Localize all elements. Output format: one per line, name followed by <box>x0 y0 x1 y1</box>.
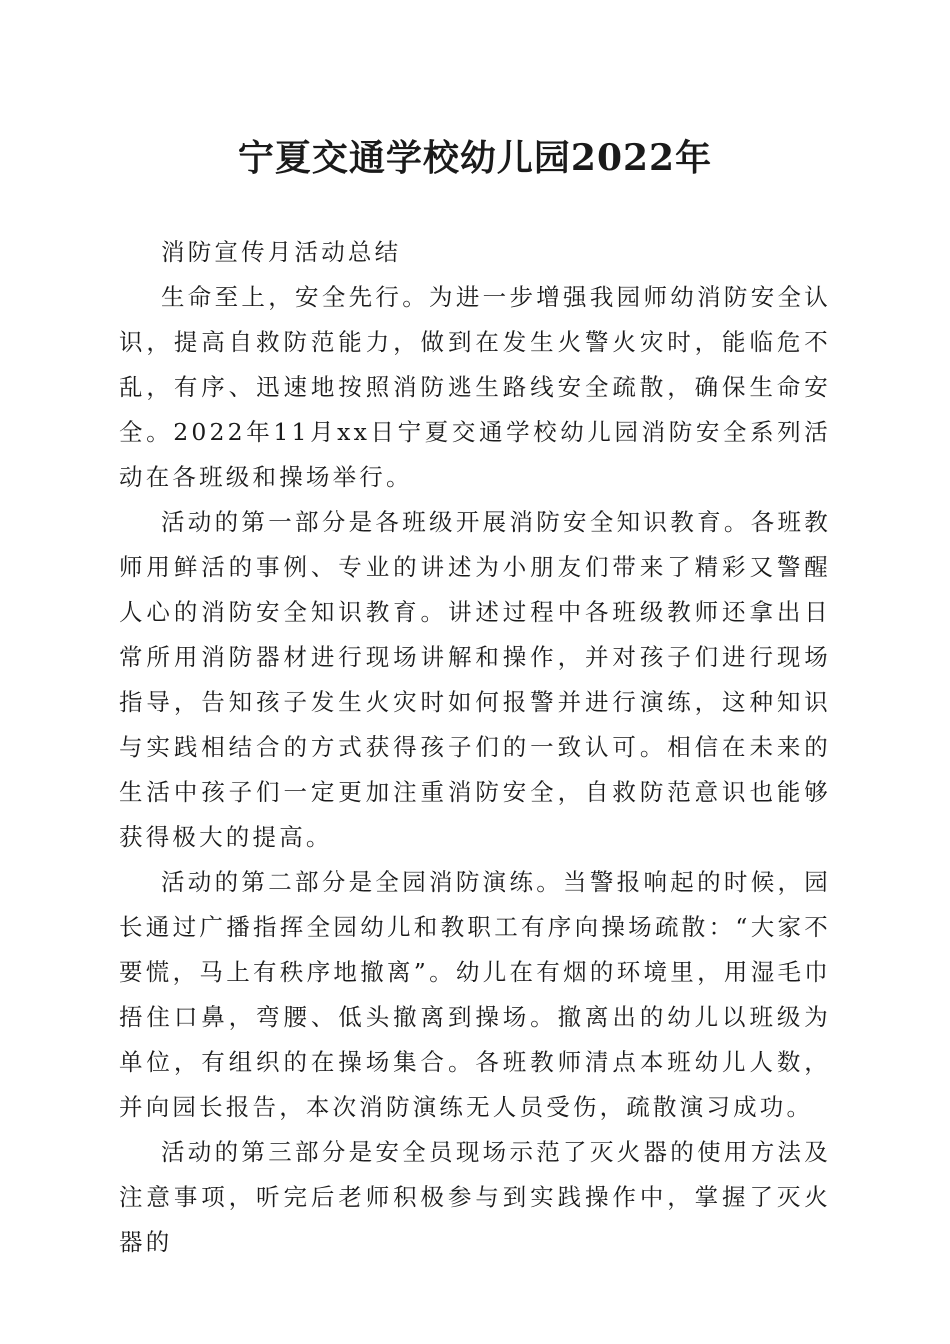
paragraph-part-two: 活动的第二部分是全园消防演练。当警报响起的时候，园长通过广播指挥全园幼儿和教职工有序向操场疏散：“大家不要慌，马上有秩序地撤离”。幼儿在有烟的环境里，用湿毛巾捂住口鼻，弯腰、低头撤离到操场。撤离出的幼儿以班级为单位，有组织的在操场集合。各班教师清点本班幼儿人数，并向园长报告，本次消防演练无人员受伤，疏散演习成功。 <box>119 868 831 1121</box>
paragraph-part-three: 活动的第三部分是安全员现场示范了灭火器的使用方法及注意事项，听完后老师积极参与到实践操作中，掌握了灭火器的 <box>119 1138 831 1256</box>
document-subtitle: 消防宣传月活动总结 <box>161 238 402 266</box>
paragraph-intro: 生命至上，安全先行。为进一步增强我园师幼消防安全认识，提高自救防范能力，做到在发生火警火灾时，能临危不乱，有序、迅速地按照消防逃生路线安全疏散，确保生命安全。2022年11月xx日宁夏交通学校幼儿园消防安全系列活动在各班级和操场举行。 <box>119 283 831 491</box>
document-body <box>119 230 831 1265</box>
paragraph-part-one: 活动的第一部分是各班级开展消防安全知识教育。各班教师用鲜活的事例、专业的讲述为小朋友们带来了精彩又警醒人心的消防安全知识教育。讲述过程中各班级教师还拿出日常所用消防器材进行现场讲解和操作，并对孩子们进行现场指导，告知孩子发生火灾时如何报警并进行演练，这种知识与实践相结合的方式获得孩子们的一致认可。相信在未来的生活中孩子们一定更加注重消防安全，自救防范意识也能够获得极大的提高。 <box>119 508 831 851</box>
document-title: 宁夏交通学校幼儿园2022年 <box>237 137 713 179</box>
